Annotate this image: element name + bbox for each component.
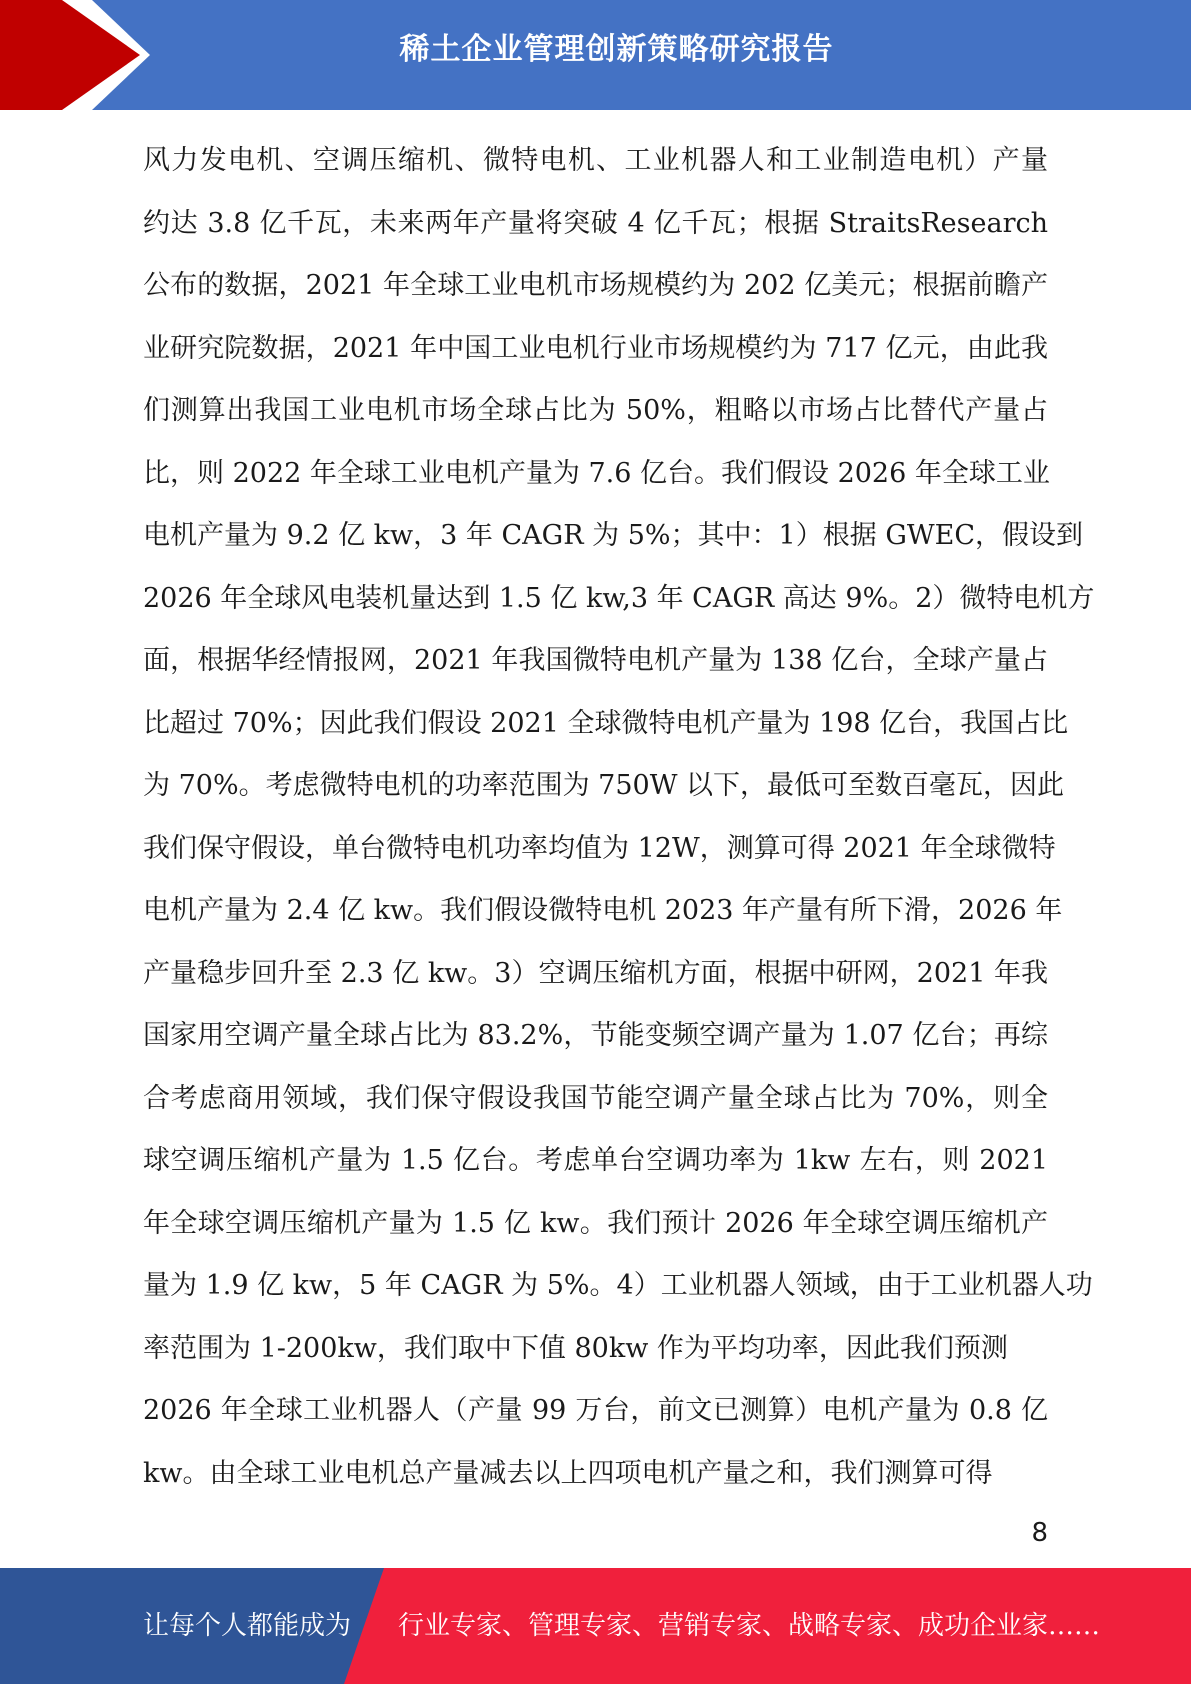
body-line: 比超过 70%；因此我们假设 2021 全球微特电机产量为 198 亿台，我国占比 — [143, 707, 1069, 739]
body-line: 们测算出我国工业电机市场全球占比为 50%，粗略以市场占比替代产量占 — [143, 395, 1048, 426]
page-header — [0, 0, 1191, 110]
page-footer — [0, 1568, 1191, 1684]
body-line: kw。由全球工业电机总产量减去以上四项电机产量之和，我们测算可得 — [143, 1457, 993, 1489]
body-line: 我们保守假设，单台微特电机功率均值为 12W，测算可得 2021 年全球微特 — [143, 832, 1056, 864]
page-number: 8 — [1031, 1518, 1048, 1548]
body-line: 量为 1.9 亿 kw，5 年 CAGR 为 5%。4）工业机器人领域，由于工业机器人功 — [143, 1270, 1093, 1301]
body-line: 球空调压缩机产量为 1.5 亿台。考虑单台空调功率为 1kw 左右，则 2021 — [143, 1145, 1048, 1176]
body-line: 电机产量为 2.4 亿 kw。我们假设微特电机 2023 年产量有所下滑，2026 年 — [143, 895, 1063, 926]
footer-slogan-right: 行业专家、管理专家、营销专家、战略专家、成功企业家…… — [398, 1611, 1101, 1641]
body-line: 产量稳步回升至 2.3 亿 kw。3）空调压缩机方面，根据中研网，2021 年我 — [143, 957, 1048, 989]
body-line: 合考虑商用领域，我们保守假设我国节能空调产量全球占比为 70%，则全 — [143, 1082, 1048, 1114]
body-line: 国家用空调产量全球占比为 83.2%，节能变频空调产量为 1.07 亿台；再综 — [143, 1020, 1048, 1051]
report-title: 稀土企业管理创新策略研究报告 — [399, 32, 834, 67]
footer-slogan-left: 让每个人都能成为 — [143, 1611, 352, 1641]
body-line: 率范围为 1-200kw，我们取中下值 80kw 作为平均功率，因此我们预测 — [143, 1332, 1008, 1364]
body-line: 约达 3.8 亿千瓦，未来两年产量将突破 4 亿千瓦；根据 StraitsResearch — [143, 207, 1048, 239]
body-line: 电机产量为 9.2 亿 kw，3 年 CAGR 为 5%；其中：1）根据 GWEC，假设到 — [143, 520, 1084, 551]
body-line: 年全球空调压缩机产量为 1.5 亿 kw。我们预计 2026 年全球空调压缩机产 — [143, 1207, 1048, 1239]
body-line: 面，根据华经情报网，2021 年我国微特电机产量为 138 亿台，全球产量占 — [143, 645, 1048, 676]
body-line: 业研究院数据，2021 年中国工业电机行业市场规模约为 717 亿元，由此我 — [143, 332, 1048, 364]
body-line: 2026 年全球风电装机量达到 1.5 亿 kw,3 年 CAGR 高达 9%。2）微特电机方 — [143, 582, 1095, 614]
body-line: 为 70%。考虑微特电机的功率范围为 750W 以下，最低可至数百毫瓦，因此 — [143, 770, 1065, 801]
body-text — [143, 130, 1095, 1505]
body-line: 2026 年全球工业机器人（产量 99 万台，前文已测算）电机产量为 0.8 亿 — [143, 1395, 1048, 1426]
body-line: 比，则 2022 年全球工业电机产量为 7.6 亿台。我们假设 2026 年全球工业 — [143, 457, 1050, 489]
body-line: 公布的数据，2021 年全球工业电机市场规模约为 202 亿美元；根据前瞻产 — [143, 270, 1048, 301]
body-line: 风力发电机、空调压缩机、微特电机、工业机器人和工业制造电机）产量 — [143, 145, 1048, 176]
